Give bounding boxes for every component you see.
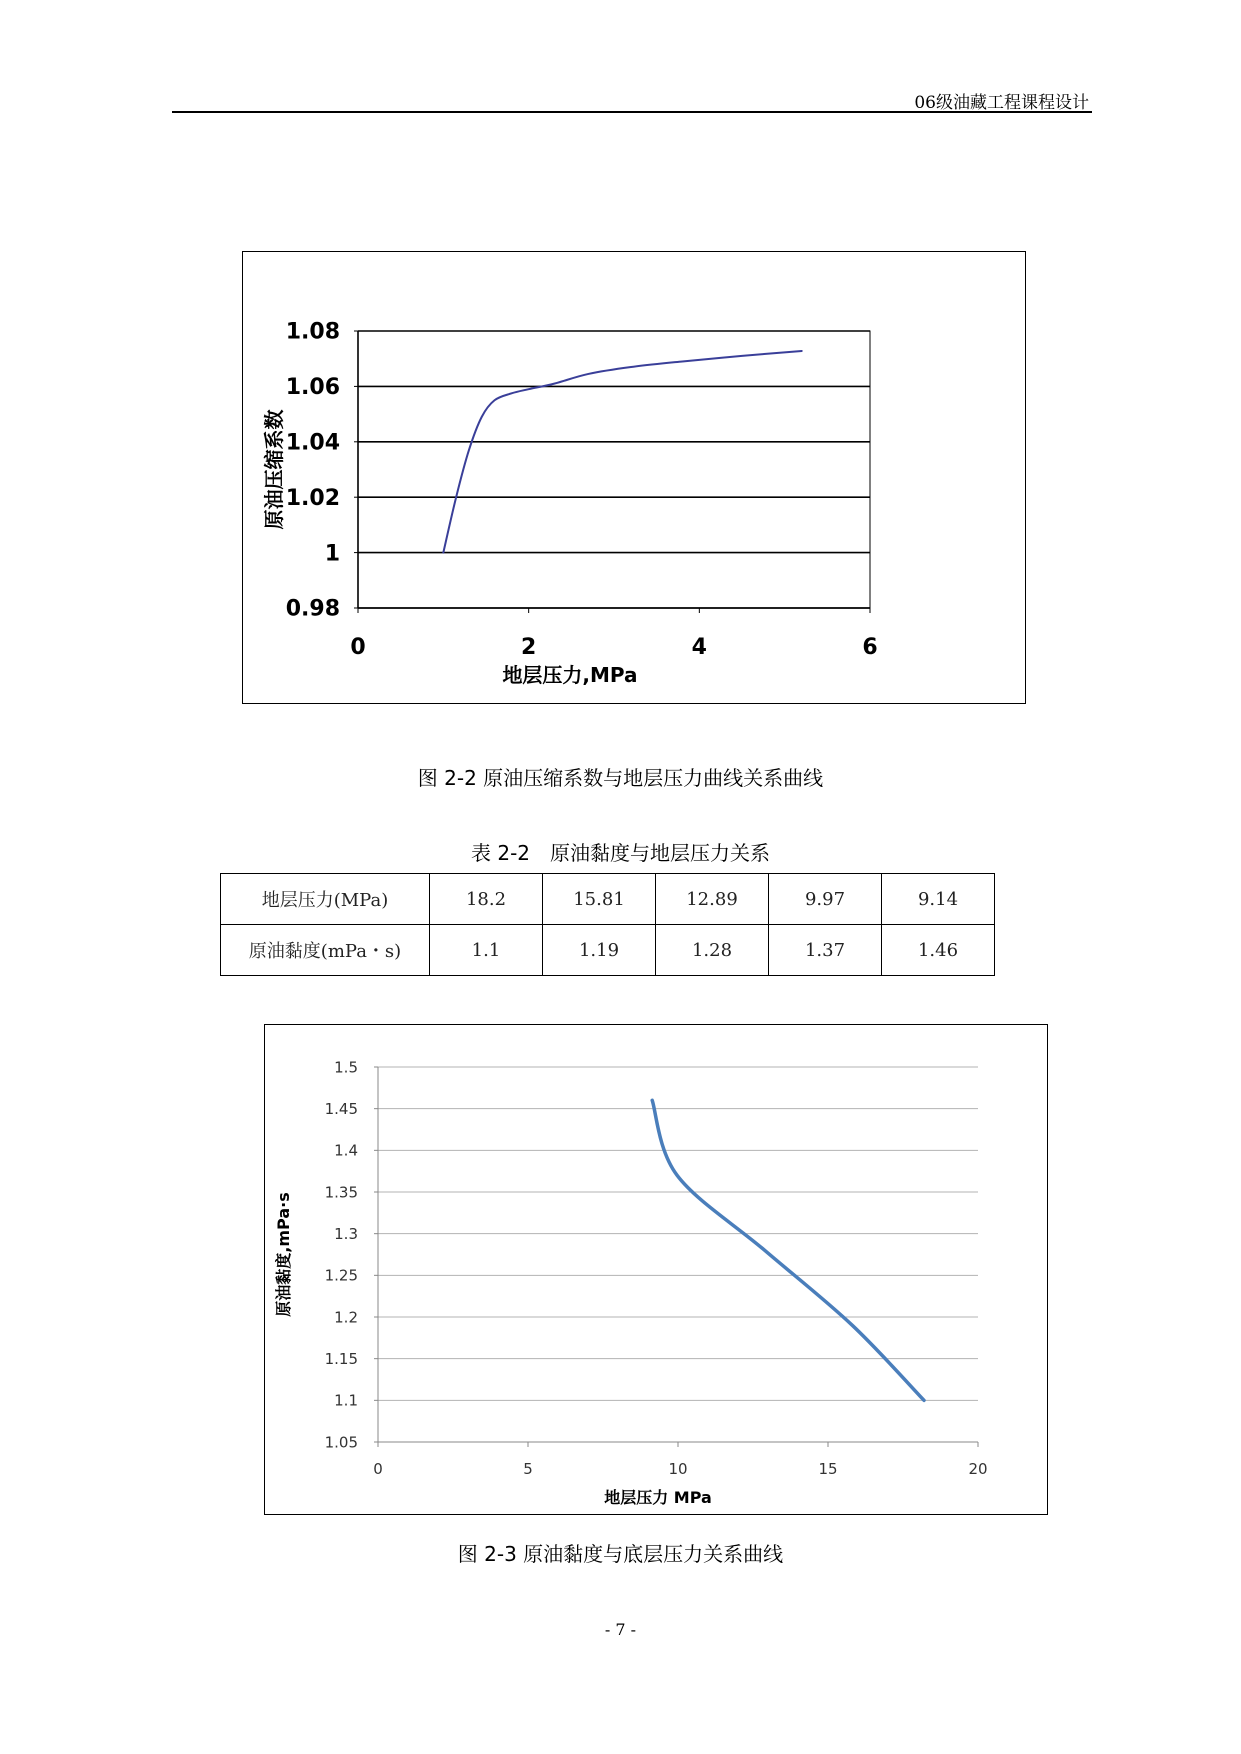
series-line [443,351,801,553]
y-axis-title: 原油黏度,mPa·s [274,1192,293,1317]
header-rule [172,111,1092,113]
table-row-viscosity [221,925,995,976]
x-tick-label: 6 [862,635,878,660]
figure-viscosity [264,1024,1048,1515]
table-caption: 表 2-2 原油黏度与地层压力关系 [470,841,771,865]
table-cell: 1.28 [656,925,769,976]
table-row-label: 原油黏度(mPa・s) [221,925,430,976]
y-tick-label: 0.98 [285,596,340,622]
table-cell: 12.89 [656,874,769,925]
y-tick-label: 1.06 [285,375,340,401]
table-cell: 9.97 [769,874,882,925]
y-tick-label: 1.1 [334,1391,358,1410]
y-axis-title: 原油压缩系数 [262,409,286,530]
y-tick-label: 1.02 [285,485,340,511]
y-tick-label: 1.4 [334,1141,358,1160]
y-tick-label: 1.35 [324,1183,358,1202]
y-tick-label: 1.15 [324,1349,358,1368]
table-row-pressure [221,874,995,925]
y-tick-label: 1.04 [285,430,340,456]
viscosity-pressure-table [220,873,995,976]
figure2-caption: 图 2-3 原油黏度与底层压力关系曲线 [457,1542,784,1566]
table-cell: 1.37 [769,925,882,976]
chart-compressibility [243,252,1025,703]
y-tick-label: 1.08 [285,319,340,345]
y-tick-label: 1.25 [324,1266,358,1285]
table-cell: 1.19 [543,925,656,976]
table-cell: 18.2 [430,874,543,925]
x-tick-label: 10 [668,1460,688,1478]
page-number: - 7 - [604,1620,637,1639]
table-cell: 9.14 [882,874,995,925]
y-tick-label: 1.2 [334,1308,358,1327]
x-axis-title: 地层压力 MPa [604,1488,712,1507]
table-cell: 1.1 [430,925,543,976]
table-cell: 1.46 [882,925,995,976]
table-cell: 15.81 [543,874,656,925]
x-tick-label: 2 [521,635,537,660]
x-tick-label: 15 [818,1460,838,1478]
table-row-label: 地层压力(MPa) [221,874,430,925]
x-tick-label: 4 [691,635,707,660]
x-tick-label: 20 [968,1460,988,1478]
figure1-caption: 图 2-2 原油压缩系数与地层压力曲线关系曲线 [417,766,824,790]
y-tick-label: 1 [324,541,340,567]
y-tick-label: 1.05 [324,1433,358,1452]
y-tick-label: 1.5 [334,1058,358,1077]
y-tick-label: 1.3 [334,1224,358,1243]
x-tick-label: 0 [373,1460,383,1478]
x-tick-label: 5 [523,1460,533,1478]
chart-viscosity [265,1025,1047,1514]
plot-area-frame [358,331,870,608]
x-tick-label: 0 [350,635,366,660]
figure-compressibility [242,251,1026,704]
series-line [652,1100,924,1400]
y-tick-label: 1.45 [324,1099,358,1118]
running-header: 06级油藏工程课程设计 [914,93,1089,113]
x-axis-title: 地层压力,MPa [502,663,638,687]
